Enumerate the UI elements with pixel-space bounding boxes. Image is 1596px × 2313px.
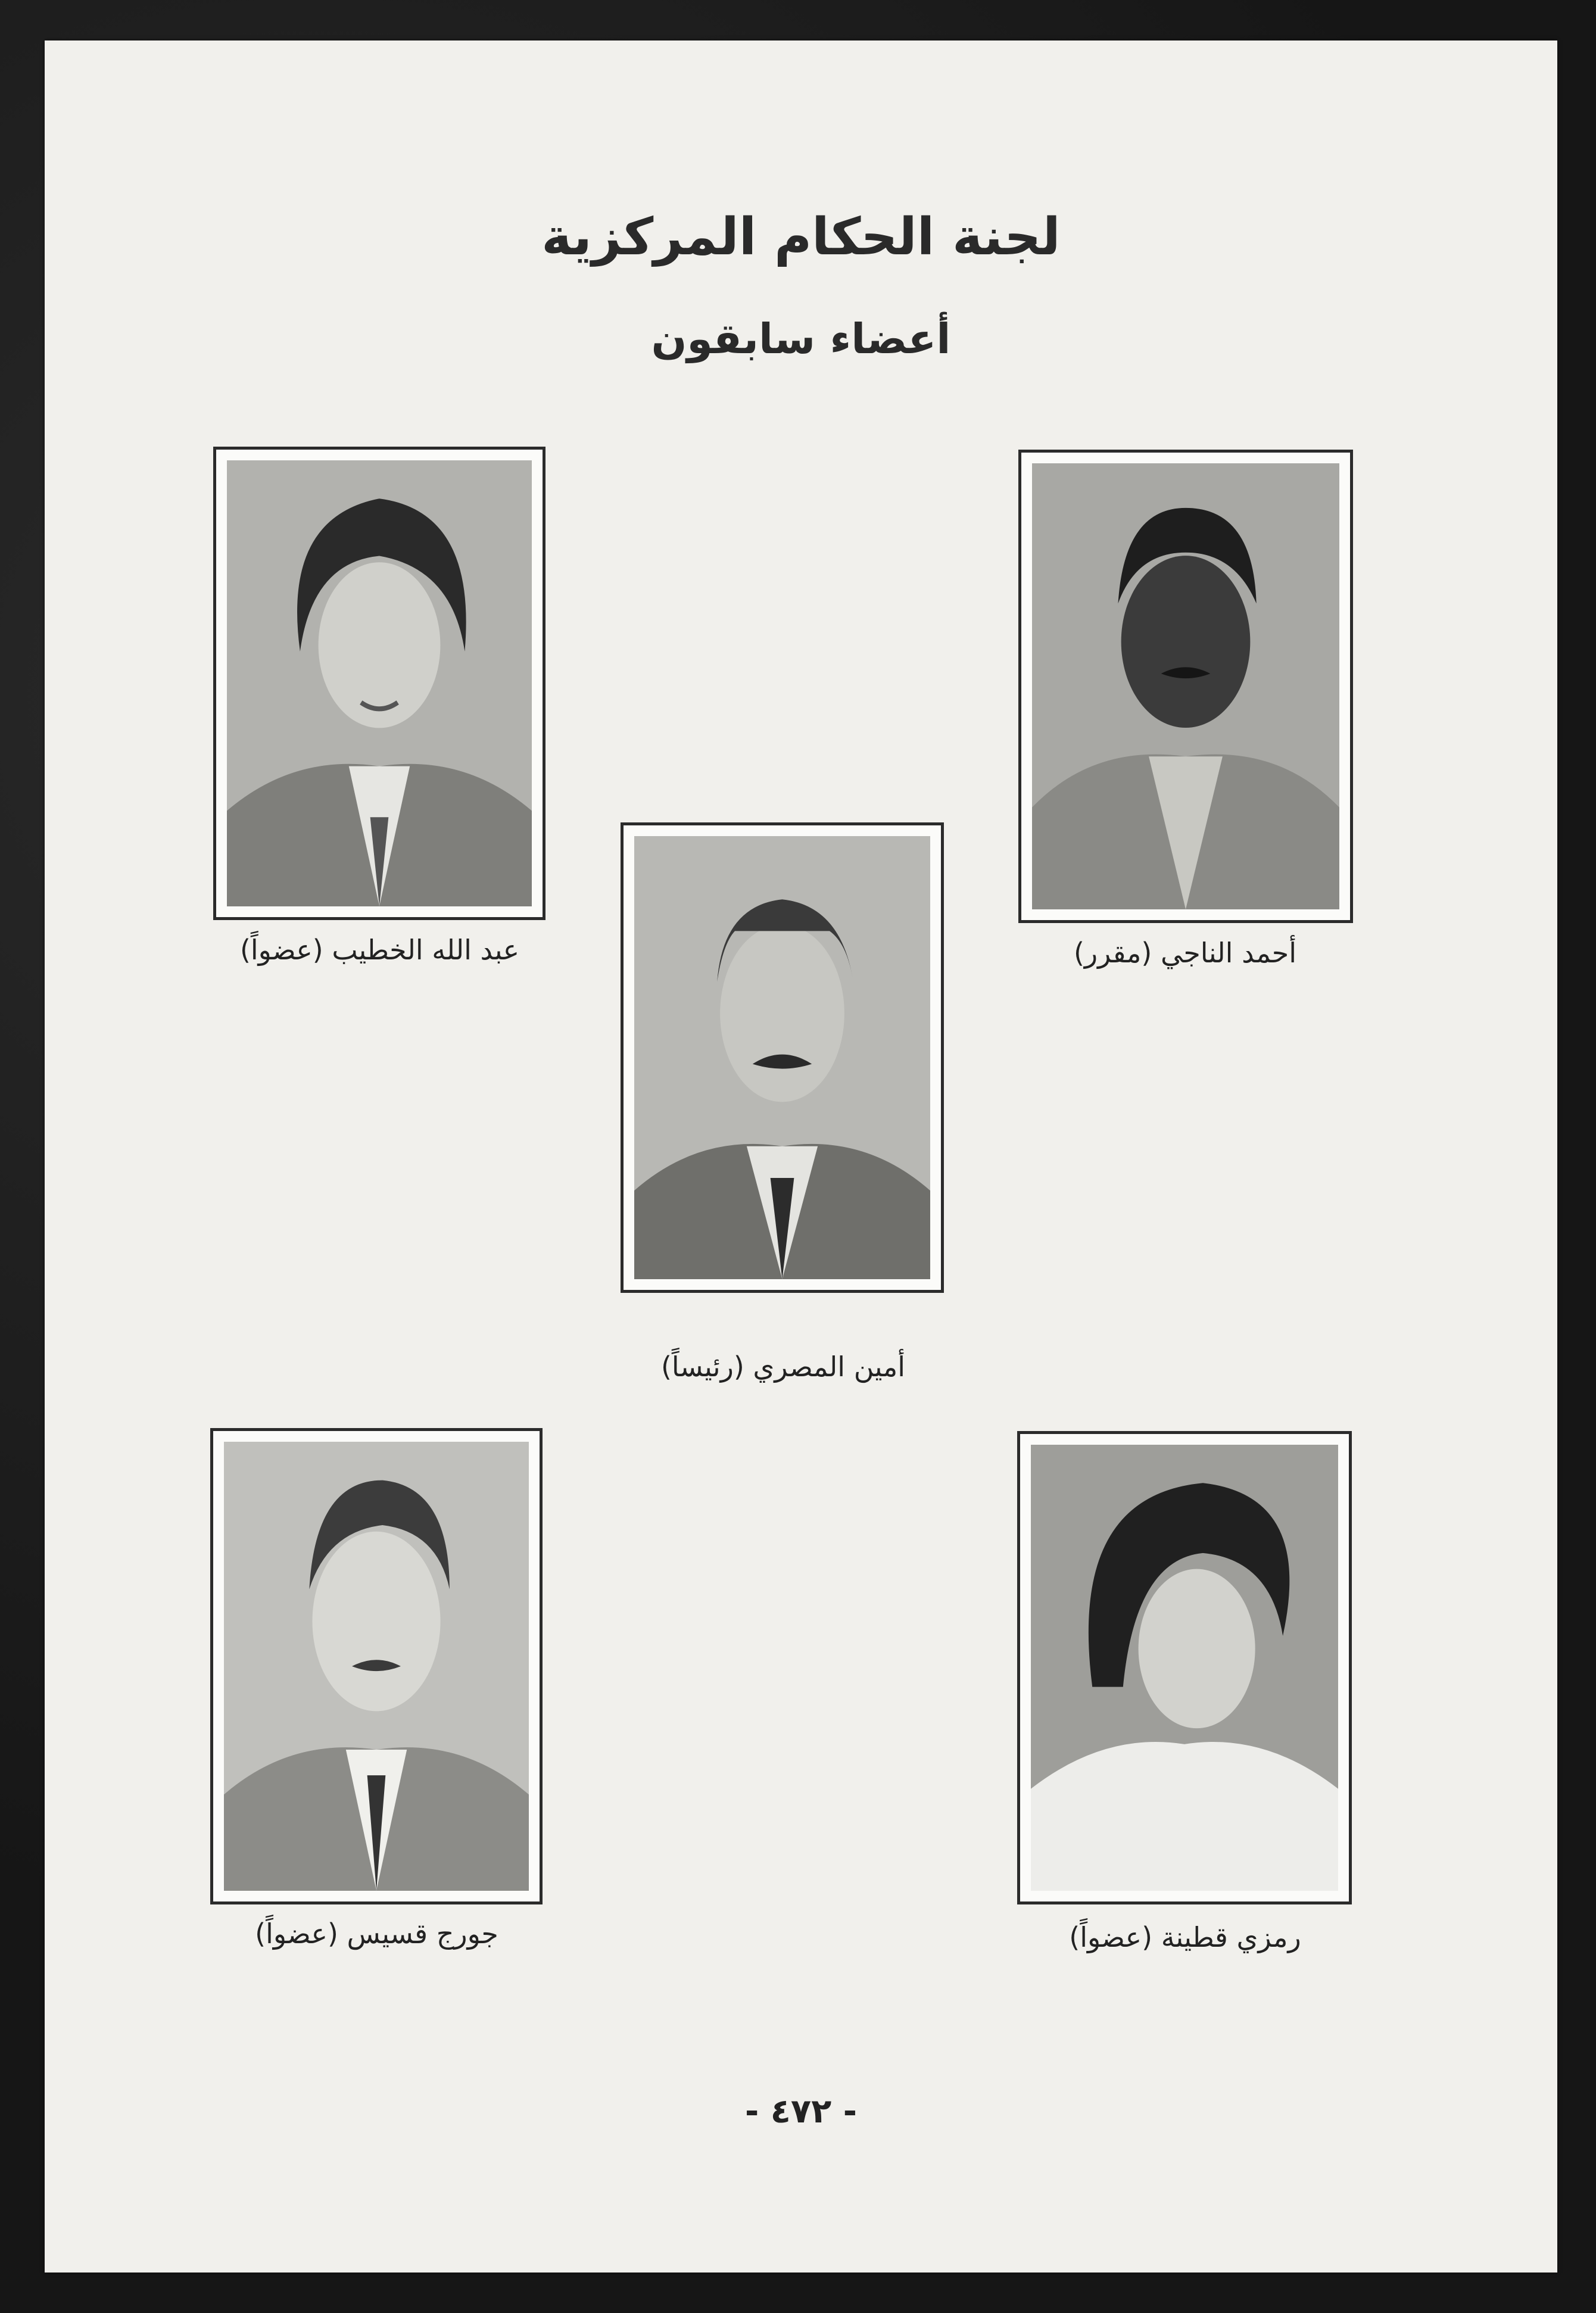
- member-photo-bottom-left: [210, 1428, 543, 1904]
- member-caption: رمزي قطينة (عضواً): [1069, 1921, 1301, 1953]
- member-photo-top-left: [213, 447, 545, 920]
- portrait-image: [1032, 463, 1339, 909]
- page-subtitle: أعضاء سابقون: [651, 314, 951, 363]
- page-title: لجنة الحكام المركزية: [541, 207, 1061, 267]
- document-page: [45, 40, 1557, 2273]
- portrait-image: [1031, 1445, 1338, 1891]
- member-photo-top-right: [1018, 450, 1353, 923]
- portrait-image: [634, 836, 930, 1279]
- member-photo-center: [621, 822, 944, 1293]
- portrait-image: [224, 1442, 529, 1891]
- member-caption: أمين المصري (رئيساً): [660, 1351, 906, 1383]
- page-number: - ٤٧٢ -: [744, 2092, 858, 2131]
- member-caption: عبد الله الخطيب (عضواً): [239, 934, 520, 966]
- portrait-image: [227, 460, 532, 906]
- member-photo-bottom-right: [1017, 1431, 1352, 1904]
- member-caption: جورج قسيس (عضواً): [255, 1918, 498, 1950]
- member-caption: أحمد الناجي (مقرر): [1073, 937, 1297, 969]
